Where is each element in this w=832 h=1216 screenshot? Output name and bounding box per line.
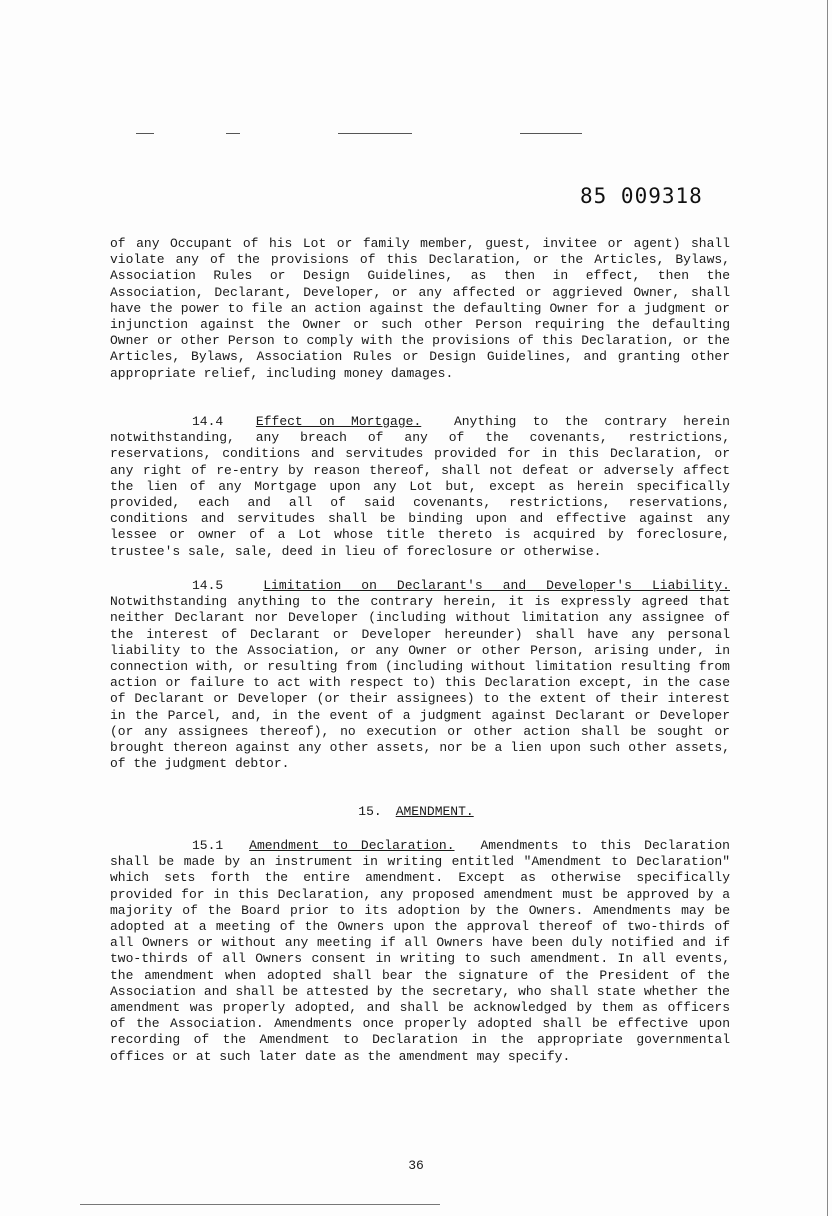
paragraph-text: of any Occupant of his Lot or family member, guest, invitee or agent) shall violate any of the provisions of this Declaration, or the Articles, Bylaws, Association Rules or Design Guidelines, as then in effect, then the Association, Declarant, Developer, or any affected or aggrieved Owner, shall have the power to file an action against the defaulting Owner for a judgment or injunction against the Owner or such other Person requiring the defaulting Owner or other Person to comply with the provisions of this Declaration, or the Articles, Bylaws, Association Rules or Design Guidelines, and granting other appropriate relief, including money damages. xyxy=(110,236,730,381)
section-title: AMENDMENT. xyxy=(395,804,474,819)
scan-artifact-line xyxy=(80,1204,440,1205)
scan-artifact-line xyxy=(136,133,154,134)
page-number: 36 xyxy=(408,1158,424,1173)
section-title: Effect on Mortgage. xyxy=(255,414,422,429)
section-14-4 xyxy=(110,414,730,560)
paragraph-continuation xyxy=(110,236,730,382)
section-title: Amendment to Declaration. xyxy=(249,838,455,853)
section-number: 15.1 xyxy=(192,838,224,853)
scan-artifact-line xyxy=(226,133,240,134)
section-15-1 xyxy=(110,838,730,1065)
section-body: Amendments to this Declaration shall be made by an instrument in writing entitled "Amendment to Declaration" which sets forth the entire amendment. Except as otherwise specifically provided for in this Declaration, any proposed amendment must be approved by a majority of the Board prior to its adoption by the Owners. Amendments may be adopted at a meeting of the Owners upon the approval thereof of two-thirds of all Owners or without any meeting if all Owners have been duly notified and if two-thirds of all Owners consent in writing to such amendment. In all events, the amendment when adopted shall bear the signature of the President of the Association and shall be attested by the secretary, who shall state whether the amendment was properly adopted, and shall be acknowledged by them as officers of the Association. Amendments once properly adopted shall be effective upon recording of the Amendment to Declaration in the appropriate governmental offices or at such later date as the amendment may specify. xyxy=(110,838,730,1064)
scan-artifact-line xyxy=(338,133,412,134)
section-body: Anything to the contrary herein notwithstanding, any breach of any of the covenants, restrictions, reservations, conditions and servitudes provided for in this Declaration, or any right of re-entry by reason thereof, shall not defeat or adversely affect the lien of any Mortgage upon any Lot but, except as herein specifically provided, each and all of said covenants, restrictions, reservations, conditions and servitudes shall be binding upon and effective against any lessee or owner of a Lot whose title thereto is acquired by foreclosure, trustee's sale, sale, deed in lieu of foreclosure or otherwise. xyxy=(110,414,730,559)
section-title: Limitation on Declarant's and Developer's Liability. xyxy=(263,578,730,593)
scan-artifact-line xyxy=(520,133,582,134)
section-body: Notwithstanding anything to the contrary herein, it is expressly agreed that neither Declarant nor Developer (including without limitation any assignee of the interest of Declarant or Developer hereunder) shall have any personal liability to the Association, or any Owner or other Person, arising under, in connection with, or resulting from (including without limitation resulting from action or failure to act with respect to) this Declaration except, in the case of Declarant or Developer (or their assignees) to the extent of their interest in the Parcel, and, in the event of a judgment against Declarant or Developer (or any assignees thereof), no execution or other action shall be sought or brought thereon against any other assets, nor be a lien upon such other assets, of the judgment debtor. xyxy=(110,594,730,772)
section-number: 15. xyxy=(358,804,382,819)
section-15-heading xyxy=(0,804,832,819)
section-number: 14.4 xyxy=(192,414,224,429)
document-number: 85 009318 xyxy=(580,184,703,208)
scan-edge-line xyxy=(827,0,828,1216)
section-number: 14.5 xyxy=(192,578,224,593)
section-14-5 xyxy=(110,578,730,772)
